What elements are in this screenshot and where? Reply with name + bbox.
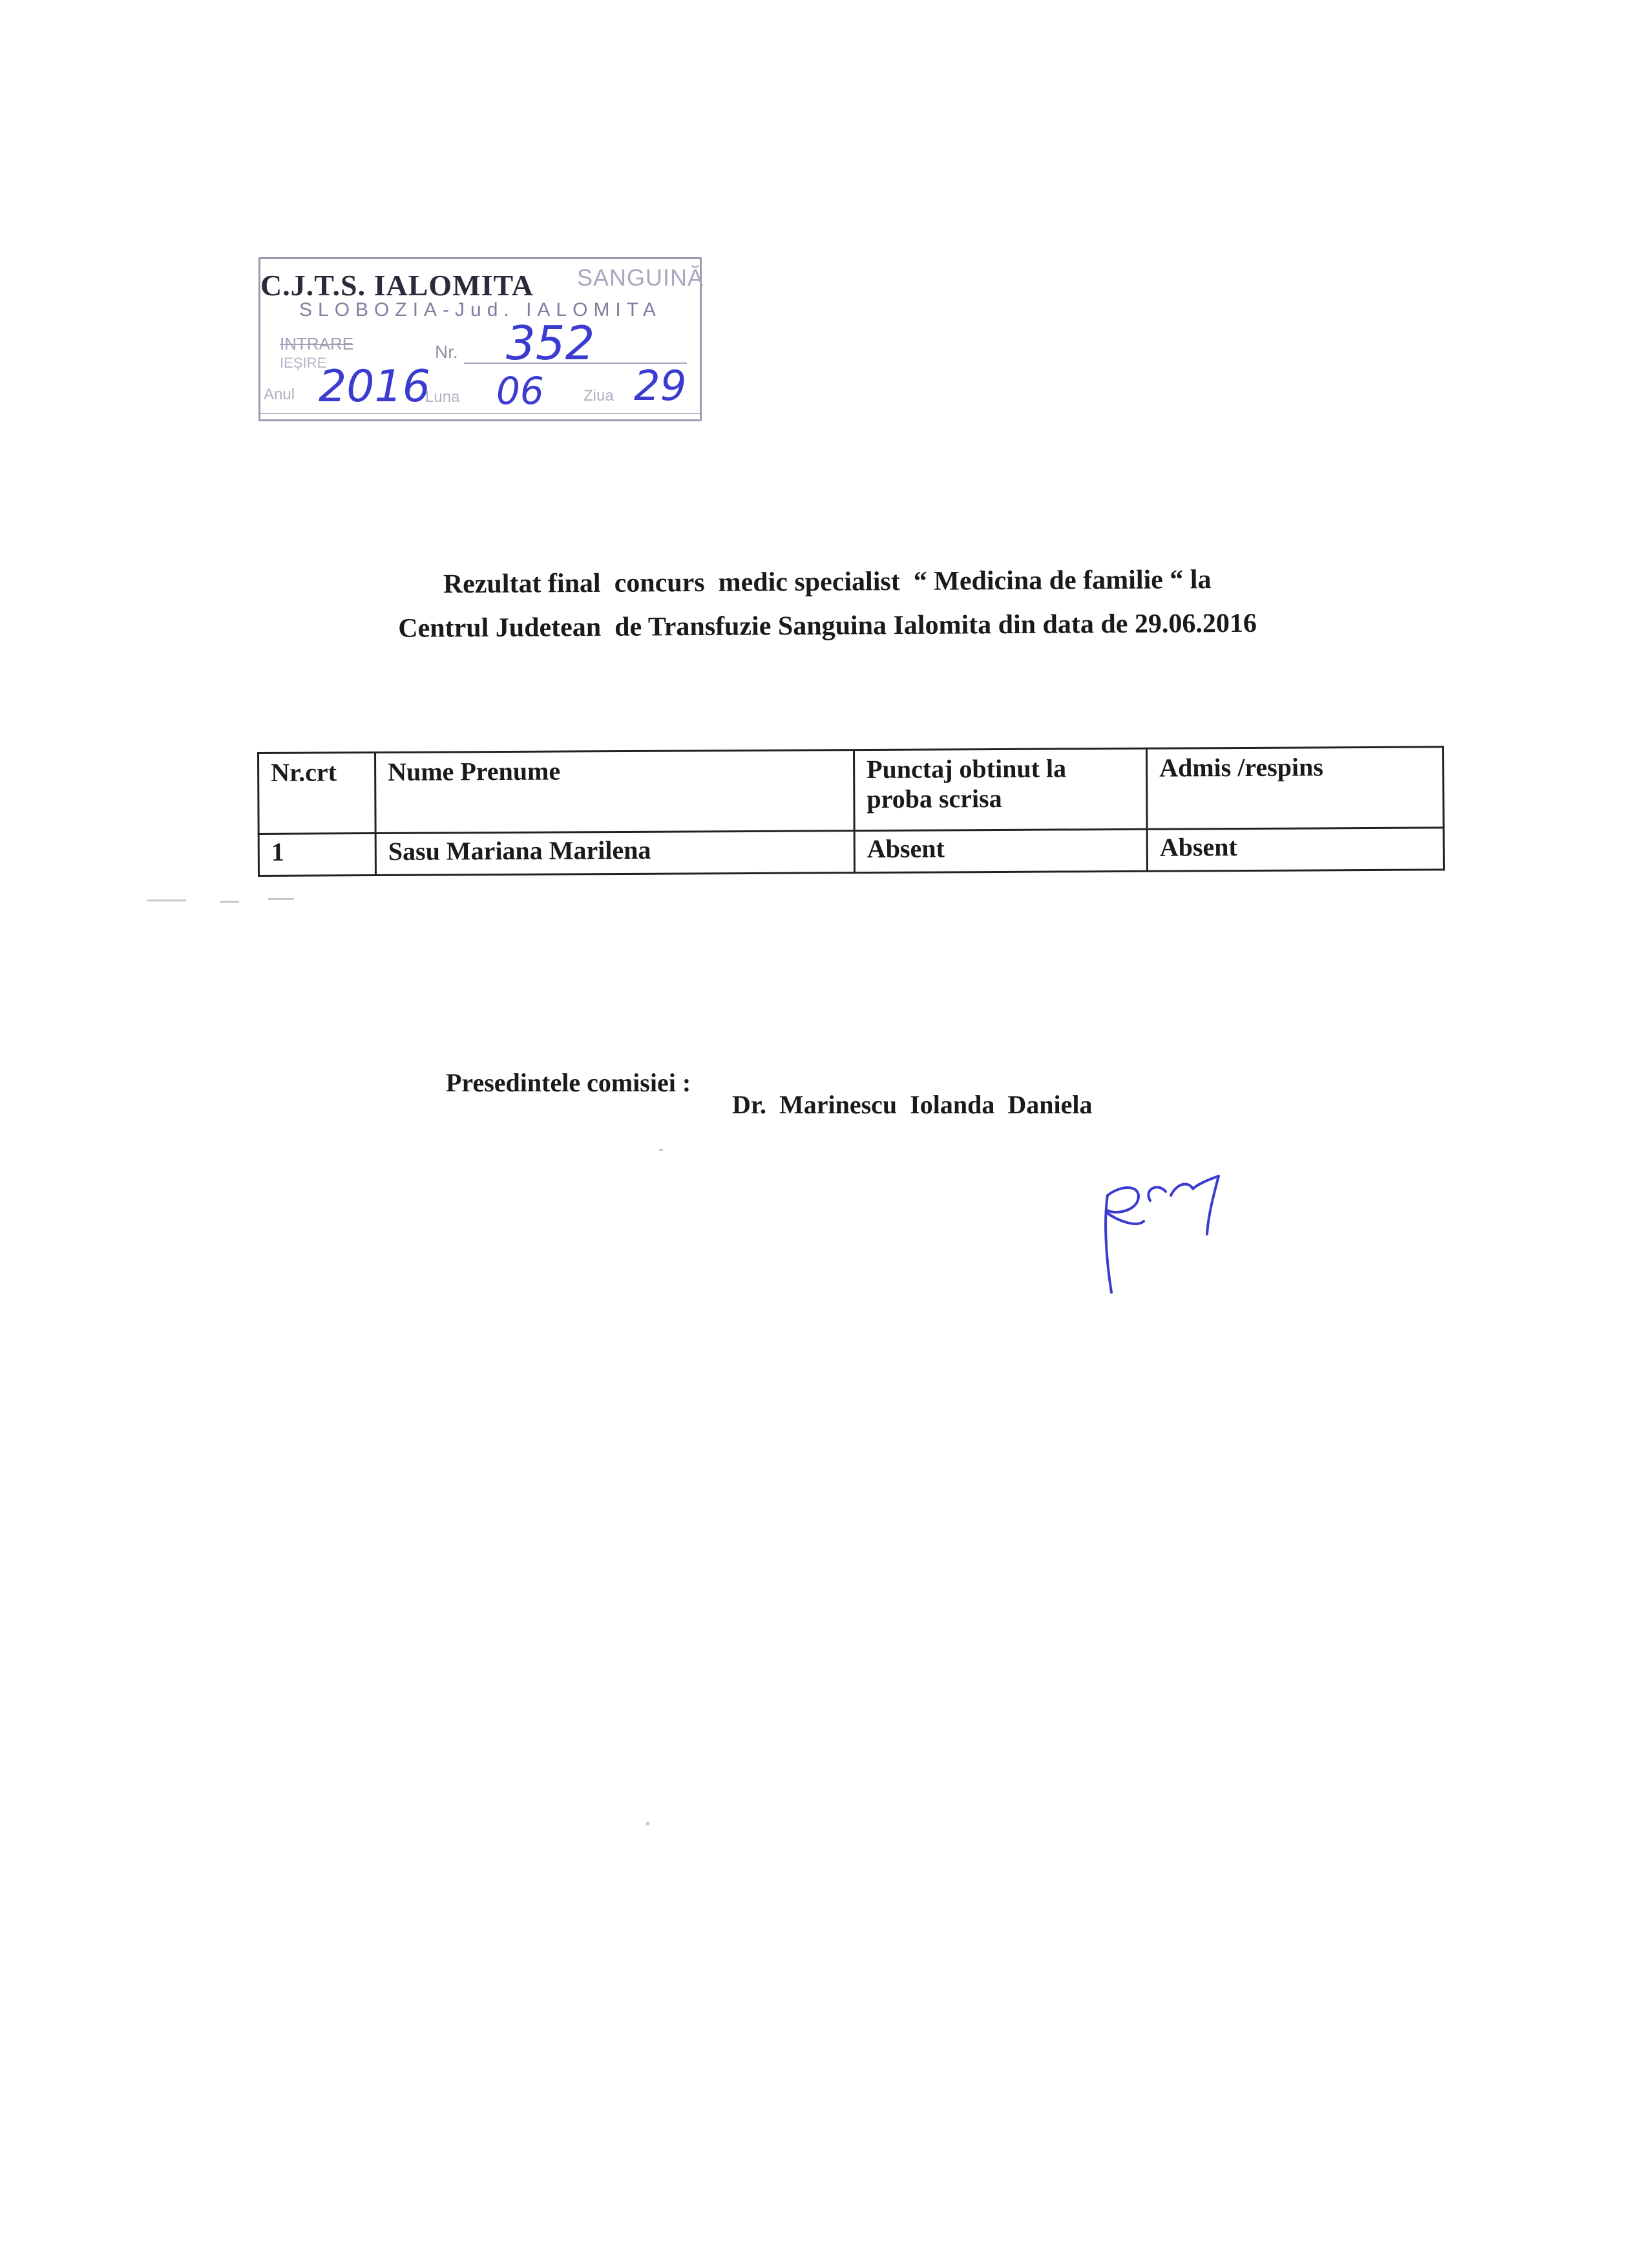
stamp-day-value: 29	[634, 362, 687, 410]
scan-speck	[646, 1822, 649, 1825]
stamp-month-value: 06	[496, 369, 544, 413]
stamp-nr-label: Nr.	[435, 342, 458, 362]
cell-score: Absent	[854, 829, 1147, 872]
title-line-1: Rezultat final concurs medic specialist “ Medicina de familie “ la	[443, 565, 1212, 600]
cell-status: Absent	[1147, 828, 1444, 871]
header-status: Admis /respins	[1146, 747, 1444, 829]
handwritten-signature	[1098, 1170, 1241, 1299]
cell-name: Sasu Mariana Marilena	[375, 831, 854, 876]
stamp-day-label: Ziua	[583, 387, 614, 404]
stamp-bottom-line	[260, 413, 700, 414]
document-title	[271, 556, 1383, 651]
scan-speck	[659, 1149, 663, 1151]
header-name: Nume Prenume	[375, 750, 855, 834]
stamp-exit-label: IEȘIRE	[280, 355, 327, 371]
stamp-entry-label: INTRARE	[280, 334, 354, 353]
stamp-header: C.J.T.S. IALOMITA	[260, 269, 534, 302]
header-score: Punctaj obtinut la proba scrisa	[854, 748, 1147, 830]
scan-speck	[268, 898, 294, 900]
registration-stamp	[258, 257, 702, 421]
results-table	[257, 746, 1445, 877]
title-line-2: Centrul Judetean de Transfuzie Sanguina Ialomita din data de 29.06.2016	[398, 608, 1257, 644]
table-header-row	[258, 747, 1444, 834]
president-name: Dr. Marinescu Iolanda Daniela	[732, 1090, 1093, 1119]
table-row	[258, 828, 1444, 876]
cell-nr: 1	[258, 834, 375, 876]
stamp-location: SLOBOZIA-Jud. IALOMITA	[299, 299, 662, 320]
stamp-year-label: Anul	[264, 386, 295, 403]
stamp-month-label: Luna	[425, 388, 460, 406]
stamp-year-value: 2016	[319, 361, 431, 412]
header-nr: Nr.crt	[258, 753, 376, 834]
scan-speck	[147, 899, 186, 901]
stamp-header-underlay: SANGUINĂ	[577, 264, 704, 291]
scan-speck	[220, 901, 239, 903]
president-label: Presedintele comisiei :	[446, 1068, 691, 1097]
stamp-nr-value: 352	[506, 316, 595, 370]
